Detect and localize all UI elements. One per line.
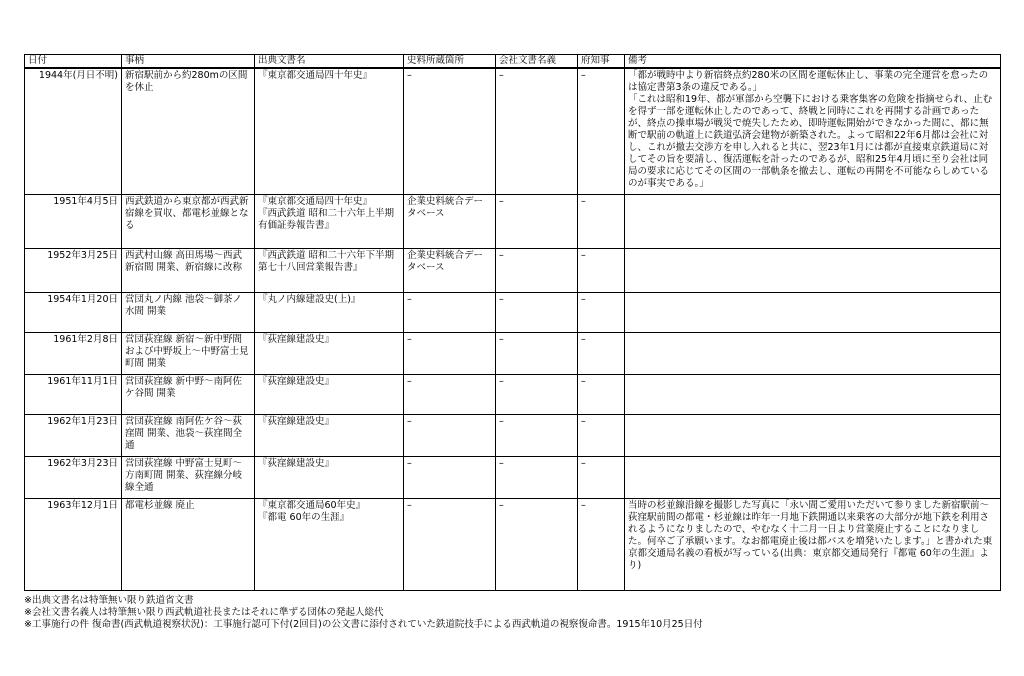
cell-event: 都電杉並線 廃止 bbox=[122, 498, 255, 590]
cell-date: 1944年(月日不明) bbox=[25, 68, 122, 194]
cell-governor: – bbox=[578, 456, 625, 498]
cell-source: 『東京都交通局四十年史』 bbox=[255, 68, 404, 194]
cell-source: 『荻窪線建設史』 bbox=[255, 374, 404, 414]
document-sheet bbox=[24, 54, 1000, 631]
header-row bbox=[25, 55, 1001, 69]
header-archive: 史料所蔵箇所 bbox=[404, 55, 496, 69]
cell-company: – bbox=[496, 68, 578, 194]
cell-archive: 企業史料統合データベース bbox=[404, 248, 496, 292]
cell-source: 『丸ノ内線建設史(上)』 bbox=[255, 292, 404, 332]
cell-governor: – bbox=[578, 248, 625, 292]
table-row bbox=[25, 292, 1001, 332]
cell-archive: – bbox=[404, 68, 496, 194]
cell-remarks bbox=[625, 456, 1001, 498]
cell-source: 『荻窪線建設史』 bbox=[255, 414, 404, 456]
cell-governor: – bbox=[578, 374, 625, 414]
header-governor: 府知事 bbox=[578, 55, 625, 69]
cell-archive: – bbox=[404, 332, 496, 374]
cell-remarks bbox=[625, 414, 1001, 456]
header-date: 日付 bbox=[25, 55, 122, 69]
cell-remarks bbox=[625, 374, 1001, 414]
cell-remarks bbox=[625, 332, 1001, 374]
cell-company: – bbox=[496, 456, 578, 498]
header-company: 会社文書名義 bbox=[496, 55, 578, 69]
cell-event: 営団丸ノ内線 池袋～御茶ノ水間 開業 bbox=[122, 292, 255, 332]
header-remarks: 備考 bbox=[625, 55, 1001, 69]
cell-event: 西武鉄道から東京都が西武新宿線を買収、都電杉並線となる bbox=[122, 194, 255, 248]
cell-archive: – bbox=[404, 456, 496, 498]
cell-archive: 企業史料統合データベース bbox=[404, 194, 496, 248]
cell-date: 1954年1月20日 bbox=[25, 292, 122, 332]
cell-archive: – bbox=[404, 292, 496, 332]
cell-date: 1951年4月5日 bbox=[25, 194, 122, 248]
cell-date: 1962年3月23日 bbox=[25, 456, 122, 498]
cell-event: 西武村山線 高田馬場～西武新宿間 開業、新宿線に改称 bbox=[122, 248, 255, 292]
cell-remarks: 「都が戦時中より新宿終点約280米の区間を運転休止し、事業の完全運営を怠ったのは協定書第3条の違反である。」 「これは昭和19年、都が軍部から空襲下における乗客集客の危険を指摘せられ、止むを得ず一部を運転休止したのであって、終戦と同時にこれを再開する計画であったが、終点の操車場が戦災で焼失したため、即時運転開始ができなかった間に、都に無断で駅前の軌道上に鉄道弘済会建物が新築された。よって昭和22年6月都は会社に対し、これが撤去交渉方を申し入れると共に、翌23年1月には都が直接東京鉄道局に対してその旨を要請し、復活運転を計ったのであるが、昭和25年4月頃に至り会社は同局の要求に応じてその区間の一部軌条を撤去し、運転の再開を不可能ならしめているのが事実である。」 bbox=[625, 68, 1001, 194]
cell-archive: – bbox=[404, 498, 496, 590]
cell-date: 1952年3月25日 bbox=[25, 248, 122, 292]
table-row bbox=[25, 248, 1001, 292]
cell-archive: – bbox=[404, 374, 496, 414]
cell-remarks bbox=[625, 194, 1001, 248]
cell-governor: – bbox=[578, 498, 625, 590]
cell-date: 1961年2月8日 bbox=[25, 332, 122, 374]
footnotes bbox=[24, 595, 1000, 631]
cell-remarks bbox=[625, 292, 1001, 332]
cell-date: 1962年1月23日 bbox=[25, 414, 122, 456]
cell-remarks: 当時の杉並線沿線を撮影した写真に「永い間ご愛用いただいて参りました新宿駅前～荻窪駅前間の都電・杉並線は昨年一月地下鉄開通以来乗客の大部分が地下鉄を利用されるようになりましたので、やむなく十二月一日より営業廃止することになりました。何卒ご了承願います。なお都電廃止後は都バスを増発いたします。」と書かれた東京都交通局名義の看板が写っている(出典：東京都交通局発行『都電 60年の生涯』より) bbox=[625, 498, 1001, 590]
header-source: 出典文書名 bbox=[255, 55, 404, 69]
cell-source: 『東京都交通局四十年史』 『西武鉄道 昭和二十六年上半期 有価証券報告書』 bbox=[255, 194, 404, 248]
footnote: ※会社文書名義人は特筆無い限り西武軌道社長またはそれに準ずる団体の発起人総代 bbox=[24, 606, 384, 618]
cell-company: – bbox=[496, 292, 578, 332]
cell-event: 営団荻窪線 中野富士見町～方南町間 開業、荻窪線分岐線全通 bbox=[122, 456, 255, 498]
table-row bbox=[25, 414, 1001, 456]
cell-date: 1963年12月1日 bbox=[25, 498, 122, 590]
cell-event: 営団荻窪線 南阿佐ケ谷～荻窪間 開業、池袋～荻窪間全通 bbox=[122, 414, 255, 456]
cell-source: 『西武鉄道 昭和二十六年下半期 第七十八回営業報告書』 bbox=[255, 248, 404, 292]
table-row bbox=[25, 498, 1001, 590]
table-body bbox=[25, 68, 1001, 590]
cell-date: 1961年11月1日 bbox=[25, 374, 122, 414]
cell-governor: – bbox=[578, 194, 625, 248]
cell-governor: – bbox=[578, 68, 625, 194]
history-table bbox=[24, 54, 1001, 591]
footnote: ※工事施行の件 復命書(西武軌道視察状況)：工事施行認可下付(2回目)の公文書に添付されていた鉄道院技手による西武軌道の視察復命書。1915年10月25日付 bbox=[24, 618, 703, 630]
cell-archive: – bbox=[404, 414, 496, 456]
cell-company: – bbox=[496, 332, 578, 374]
cell-company: – bbox=[496, 498, 578, 590]
cell-governor: – bbox=[578, 414, 625, 456]
cell-event: 営団荻窪線 新宿～新中野間および中野坂上～中野富士見町間 開業 bbox=[122, 332, 255, 374]
header-event: 事柄 bbox=[122, 55, 255, 69]
cell-governor: – bbox=[578, 332, 625, 374]
cell-event: 新宿駅前から約280mの区間を休止 bbox=[122, 68, 255, 194]
cell-source: 『荻窪線建設史』 bbox=[255, 456, 404, 498]
cell-governor: – bbox=[578, 292, 625, 332]
cell-event: 営団荻窪線 新中野～南阿佐ケ谷間 開業 bbox=[122, 374, 255, 414]
cell-company: – bbox=[496, 248, 578, 292]
table-row bbox=[25, 374, 1001, 414]
table-row bbox=[25, 332, 1001, 374]
table-row bbox=[25, 194, 1001, 248]
cell-company: – bbox=[496, 374, 578, 414]
cell-source: 『荻窪線建設史』 bbox=[255, 332, 404, 374]
cell-source: 『東京都交通局60年史』 『都電 60年の生涯』 bbox=[255, 498, 404, 590]
cell-company: – bbox=[496, 194, 578, 248]
table-row bbox=[25, 456, 1001, 498]
cell-company: – bbox=[496, 414, 578, 456]
footnote: ※出典文書名は特筆無い限り鉄道省文書 bbox=[24, 594, 194, 606]
table-row bbox=[25, 68, 1001, 194]
cell-remarks bbox=[625, 248, 1001, 292]
